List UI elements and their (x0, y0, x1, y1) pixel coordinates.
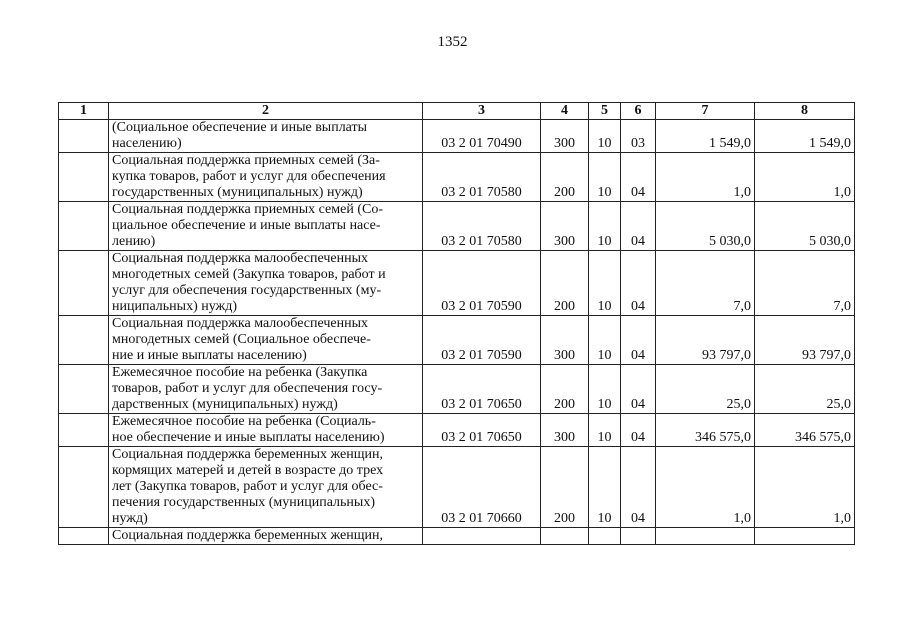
amount-cell: 5 030,0 (755, 202, 855, 251)
amount-cell: 1,0 (656, 153, 755, 202)
expense-type-cell: 200 (541, 447, 589, 528)
column-header: 2 (109, 103, 423, 120)
amount-cell: 93 797,0 (755, 316, 855, 365)
code-cell: 03 2 01 70590 (423, 316, 541, 365)
budget-table (58, 102, 855, 545)
row-index-cell (59, 251, 109, 316)
description-cell: Социальная поддержка беременных женщин, кормящих матерей и детей в возрасте до трех лет (Закупка товаров, работ и услуг для обес- печения государственных (муниципальных) нужд) (109, 447, 423, 528)
subsection-cell: 04 (621, 447, 656, 528)
amount-cell: 1,0 (755, 153, 855, 202)
table-row (59, 414, 855, 447)
table-row (59, 202, 855, 251)
table-body (59, 120, 855, 545)
row-index-cell (59, 414, 109, 447)
code-cell: 03 2 01 70650 (423, 414, 541, 447)
code-cell: 03 2 01 70580 (423, 153, 541, 202)
description-cell: Социальная поддержка малообеспеченных многодетных семей (Закупка товаров, работ и услуг для обеспечения государственных (му- ниципальных) нужд) (109, 251, 423, 316)
row-index-cell (59, 153, 109, 202)
subsection-cell: 04 (621, 365, 656, 414)
row-index-cell (59, 316, 109, 365)
table-header-row (59, 103, 855, 120)
amount-cell: 25,0 (656, 365, 755, 414)
row-index-cell (59, 120, 109, 153)
column-header: 8 (755, 103, 855, 120)
section-cell: 10 (589, 251, 621, 316)
table-row (59, 120, 855, 153)
expense-type-cell (541, 528, 589, 545)
description-cell: Социальная поддержка приемных семей (Со- циальное обеспечение и иные выплаты насе- лению) (109, 202, 423, 251)
amount-cell: 1 549,0 (755, 120, 855, 153)
table-row (59, 251, 855, 316)
subsection-cell: 04 (621, 251, 656, 316)
subsection-cell: 04 (621, 414, 656, 447)
code-cell (423, 528, 541, 545)
subsection-cell: 04 (621, 316, 656, 365)
subsection-cell (621, 528, 656, 545)
amount-cell (656, 528, 755, 545)
row-index-cell (59, 202, 109, 251)
amount-cell: 25,0 (755, 365, 855, 414)
row-index-cell (59, 365, 109, 414)
amount-cell (755, 528, 855, 545)
description-cell: Ежемесячное пособие на ребенка (Социаль- ное обеспечение и иные выплаты населению) (109, 414, 423, 447)
table-row (59, 447, 855, 528)
expense-type-cell: 200 (541, 365, 589, 414)
amount-cell: 1,0 (656, 447, 755, 528)
amount-cell: 1 549,0 (656, 120, 755, 153)
section-cell: 10 (589, 120, 621, 153)
column-header: 3 (423, 103, 541, 120)
table-row (59, 365, 855, 414)
section-cell (589, 528, 621, 545)
row-index-cell (59, 447, 109, 528)
expense-type-cell: 200 (541, 153, 589, 202)
code-cell: 03 2 01 70580 (423, 202, 541, 251)
subsection-cell: 04 (621, 153, 656, 202)
section-cell: 10 (589, 365, 621, 414)
section-cell: 10 (589, 316, 621, 365)
subsection-cell: 03 (621, 120, 656, 153)
subsection-cell: 04 (621, 202, 656, 251)
table-row (59, 316, 855, 365)
code-cell: 03 2 01 70660 (423, 447, 541, 528)
expense-type-cell: 300 (541, 316, 589, 365)
amount-cell: 346 575,0 (755, 414, 855, 447)
expense-type-cell: 300 (541, 120, 589, 153)
description-cell: (Социальное обеспечение и иные выплаты населению) (109, 120, 423, 153)
amount-cell: 1,0 (755, 447, 855, 528)
code-cell: 03 2 01 70590 (423, 251, 541, 316)
table-row (59, 528, 855, 545)
amount-cell: 5 030,0 (656, 202, 755, 251)
expense-type-cell: 300 (541, 202, 589, 251)
column-header: 6 (621, 103, 656, 120)
section-cell: 10 (589, 202, 621, 251)
column-header: 7 (656, 103, 755, 120)
description-cell: Социальная поддержка приемных семей (За- купка товаров, работ и услуг для обеспечения государственных (муниципальных) нужд) (109, 153, 423, 202)
description-cell: Социальная поддержка малообеспеченных многодетных семей (Социальное обеспече- ние и иные выплаты населению) (109, 316, 423, 365)
row-index-cell (59, 528, 109, 545)
section-cell: 10 (589, 153, 621, 202)
section-cell: 10 (589, 414, 621, 447)
amount-cell: 346 575,0 (656, 414, 755, 447)
column-header: 1 (59, 103, 109, 120)
description-cell: Социальная поддержка беременных женщин, (109, 528, 423, 545)
table-row (59, 153, 855, 202)
expense-type-cell: 200 (541, 251, 589, 316)
amount-cell: 7,0 (656, 251, 755, 316)
section-cell: 10 (589, 447, 621, 528)
expense-type-cell: 300 (541, 414, 589, 447)
column-header: 5 (589, 103, 621, 120)
column-header: 4 (541, 103, 589, 120)
page-number: 1352 (437, 34, 468, 50)
code-cell: 03 2 01 70650 (423, 365, 541, 414)
description-cell: Ежемесячное пособие на ребенка (Закупка товаров, работ и услуг для обеспечения госу- дарственных (муниципальных) нужд) (109, 365, 423, 414)
amount-cell: 7,0 (755, 251, 855, 316)
code-cell: 03 2 01 70490 (423, 120, 541, 153)
amount-cell: 93 797,0 (656, 316, 755, 365)
